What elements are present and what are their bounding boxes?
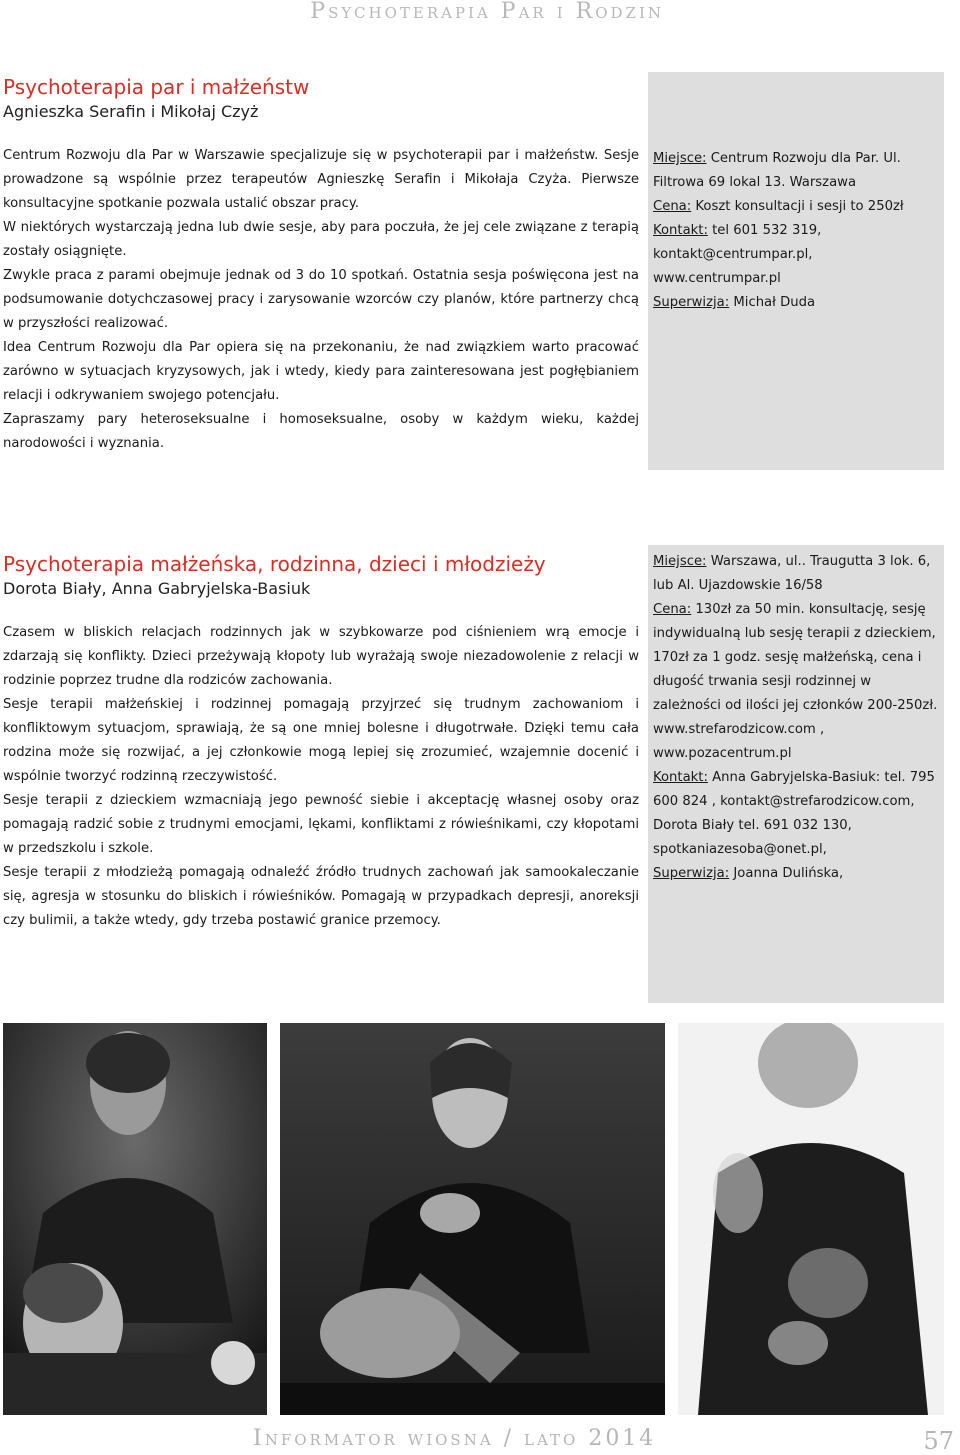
paragraph: Zwykle praca z parami obejmuje jednak od 3 do 10 spotkań. Ostatnia sesja poświęcona jest na podsumowanie dotychczasowej pracy i zarysowanie wzorców czy planów, które partnerzy chcą w przyszłości realizować. bbox=[3, 268, 639, 331]
paragraph: Sesje terapii z dzieckiem wzmacniają jego pewność siebie i akceptację własnej osoby oraz pomagają radzić sobie z trudnymi emocjami, lękami, konfliktami z rówieśnikami, czy kłopotami w przedszkolu i szkole. bbox=[3, 793, 639, 856]
section-body bbox=[3, 144, 639, 456]
contact-label: Kontakt: bbox=[653, 770, 708, 785]
footer-title: Informator wiosna / lato 2014 bbox=[253, 1426, 657, 1451]
paragraph: Zapraszamy pary heteroseksualne i homoseksualne, osoby w każdym wieku, każdej narodowości i wyznania. bbox=[3, 412, 639, 451]
info-price bbox=[653, 598, 938, 766]
info-supervision bbox=[653, 291, 938, 315]
running-header: Psychoterapia Par i Rodzin bbox=[310, 0, 664, 24]
paragraph: Centrum Rozwoju dla Par w Warszawie specjalizuje się w psychoterapii par i małżeństw. Sesje prowadzone są wspólnie przez terapeutów Agnieszkę Serafin i Mikołaja Czyża. Pierwsze konsultacyjne spotkanie pozwala ustalić obszar pracy. bbox=[3, 148, 639, 211]
place-label: Miejsce: bbox=[653, 554, 707, 569]
section-couples-therapy bbox=[3, 74, 639, 456]
info-price bbox=[653, 195, 938, 219]
paragraph: Sesje terapii małżeńskiej i rodzinnej pomagają przyjrzeć się trudnym zachowaniom i konfliktowym sytuacjom, sprawiają, że są one mniej bolesne i długotrwałe. Dzięki temu cała rodzina może się rozwijać, a jej członkowie mogą lepiej się zrozumieć, wzajemnie docenić i wspólnie tworzyć rodzinną rzeczywistość. bbox=[3, 697, 639, 784]
info-contact bbox=[653, 219, 938, 291]
info-box-family bbox=[648, 545, 944, 1003]
section-authors: Dorota Biały, Anna Gabryjelska-Basiuk bbox=[3, 579, 311, 598]
price-label: Cena: bbox=[653, 199, 692, 214]
price-value: 130zł za 50 min. konsultację, sesję indywidualną lub sesję terapii z dzieckiem, 170zł za 1 godz. sesję małżeńską, cena i długość trwania sesji rodzinnej w zależności od ilości jej członków 200-250zł. www.strefarodzicow.com , www.pozacentrum.pl bbox=[653, 602, 938, 761]
paragraph: Idea Centrum Rozwoju dla Par opiera się na przekonaniu, że nad związkiem warto pracować zarówno w sytuacjach kryzysowych, jak i wtedy, kiedy para zainteresowana jest pogłębianiem relacji i odkrywaniem swojego potencjału. bbox=[3, 340, 639, 403]
page-number: 57 bbox=[923, 1427, 954, 1455]
supervision-value: Michał Duda bbox=[733, 295, 816, 310]
place-label: Miejsce: bbox=[653, 151, 707, 166]
info-place bbox=[653, 550, 938, 598]
place-value: Centrum Rozwoju dla Par. Ul. Filtrowa 69 lokal 13. Warszawa bbox=[653, 151, 901, 190]
paragraph: W niektórych wystarczają jedna lub dwie sesje, aby para poczuła, że jej cele związane z terapią zostały osiągnięte. bbox=[3, 220, 639, 259]
section-title: Psychoterapia małżeńska, rodzinna, dzieci i młodzieży bbox=[3, 552, 546, 576]
info-place bbox=[653, 147, 938, 195]
supervision-value: Joanna Dulińska, bbox=[733, 866, 844, 881]
photo-center bbox=[280, 1023, 665, 1415]
section-title: Psychoterapia par i małżeństw bbox=[3, 75, 310, 99]
paragraph: Sesje terapii z młodzieżą pomagają odnaleźć źródło trudnych zachowań jak samookaleczanie się, agresja w stosunku do bliskich i rówieśników. Pomagają w przypadkach depresji, anoreksji czy bulimii, a także wtedy, gdy trzeba postawić granice przemocy. bbox=[3, 865, 639, 928]
place-value: Warszawa, ul.. Traugutta 3 lok. 6, lub Al. Ujazdowskie 16/58 bbox=[653, 554, 931, 593]
info-contact bbox=[653, 766, 938, 862]
price-label: Cena: bbox=[653, 602, 692, 617]
section-body bbox=[3, 621, 639, 933]
price-value: Koszt konsultacji i sesji to 250zł bbox=[695, 199, 904, 214]
photo-left bbox=[3, 1023, 267, 1415]
info-supervision bbox=[653, 862, 938, 886]
paragraph: Czasem w bliskich relacjach rodzinnych jak w szybkowarze pod ciśnieniem wrą emocje i zdarzają się konflikty. Dzieci przeżywają kłopoty lub wyrażają swoje niezadowolenie z relacji w rodzinie poprzez trudne dla rodziców zachowania. bbox=[3, 625, 639, 688]
supervision-label: Superwizja: bbox=[653, 866, 730, 881]
contact-value: tel 601 532 319, kontakt@centrumpar.pl, www.centrumpar.pl bbox=[653, 223, 822, 286]
info-box-couples bbox=[648, 72, 944, 470]
section-authors: Agnieszka Serafin i Mikołaj Czyż bbox=[3, 102, 259, 121]
contact-value: Anna Gabryjelska-Basiuk: tel. 795 600 824 , kontakt@strefarodzicow.com, Dorota Biały tel. 691 032 130, spotkaniazesoba@onet.pl, bbox=[653, 770, 935, 857]
photo-right bbox=[678, 1023, 944, 1415]
supervision-label: Superwizja: bbox=[653, 295, 730, 310]
contact-label: Kontakt: bbox=[653, 223, 708, 238]
section-family-therapy bbox=[3, 551, 639, 933]
